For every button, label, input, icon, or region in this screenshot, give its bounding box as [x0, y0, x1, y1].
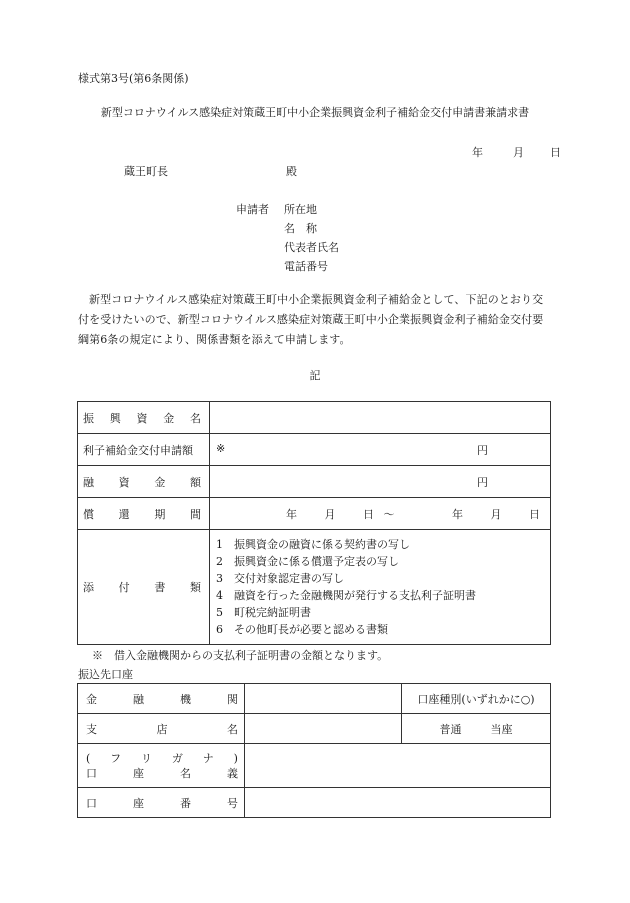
- account-holder-label: 口 座 名 義: [86, 766, 238, 780]
- date-day: 日: [550, 146, 561, 159]
- account-type-current[interactable]: 当座: [490, 722, 513, 736]
- attachment-item: 1 振興資金の融資に係る契約書の写し: [216, 538, 410, 551]
- attachment-item: 4 融資を行った金融機関が発行する支払利子証明書: [216, 589, 476, 602]
- account-type-options[interactable]: [402, 714, 551, 744]
- interest-certificate-note: ※ 借入金融機関からの支払利子証明書の金額となります。: [92, 649, 389, 662]
- applicant-representative-label: 代表者氏名: [284, 241, 339, 254]
- transfer-account-heading: 振込先口座: [78, 668, 133, 681]
- period-tilde: 〜: [383, 507, 395, 521]
- period-end-day: 日: [529, 507, 540, 521]
- document-title: 新型コロナウイルス感染症対策蔵王町中小企業振興資金利子補給金交付申請書兼請求書: [100, 106, 530, 119]
- attachment-item: 6 その他町長が必要と認める書類: [216, 623, 388, 636]
- attachments-row: [78, 530, 551, 645]
- date-line: [472, 144, 561, 160]
- date-year: 年: [472, 146, 483, 159]
- loan-amount-label: 融 資 金 額: [83, 475, 201, 489]
- loan-amount-row: [78, 466, 551, 498]
- account-type-label: 口座種別(いずれかに○): [402, 684, 551, 714]
- fund-name-row: [78, 402, 551, 434]
- applicant-name-label: 名 称: [284, 222, 317, 235]
- date-month: 月: [513, 146, 524, 159]
- attachment-item: 2 振興資金に係る償還予定表の写し: [216, 555, 399, 568]
- attachment-item: 5 町税完納証明書: [216, 606, 311, 619]
- period-end-month: 月: [490, 507, 502, 521]
- fund-name-label: 振 興 資 金 名: [83, 411, 201, 425]
- account-number-label: 口 座 番 号: [86, 796, 238, 810]
- account-number-field[interactable]: [245, 788, 551, 818]
- addressee-name: 蔵王町長: [124, 165, 168, 178]
- period-start-month: 月: [324, 507, 336, 521]
- branch-label: 支 店 名: [86, 722, 238, 736]
- applicant-address-label: 所在地: [284, 203, 317, 216]
- ki-heading: 記: [309, 369, 321, 382]
- subsidy-mark: ※: [216, 441, 226, 455]
- repayment-row: [78, 498, 551, 530]
- attachments-label: 添 付 書 類: [83, 581, 201, 594]
- addressee-honorific: 殿: [286, 165, 297, 178]
- transfer-account-table: [77, 683, 551, 818]
- bank-label: 金 融 機 関: [86, 692, 238, 706]
- repayment-period-field[interactable]: [210, 498, 551, 530]
- attachment-item: 3 交付対象認定書の写し: [216, 572, 344, 585]
- account-number-row: [78, 788, 551, 818]
- bank-field[interactable]: [245, 684, 402, 714]
- furigana-label: ( フ リ ガ ナ ): [86, 751, 238, 765]
- account-holder-row: [78, 744, 551, 788]
- account-type-ordinary[interactable]: 普通: [439, 722, 462, 736]
- loan-amount-field[interactable]: [210, 466, 551, 498]
- subsidy-field[interactable]: [210, 434, 551, 466]
- loan-table: [77, 401, 551, 645]
- repayment-label: 償 還 期 間: [83, 507, 201, 521]
- account-holder-field[interactable]: [245, 744, 551, 788]
- applicant-phone-label: 電話番号: [284, 260, 328, 273]
- loan-amount-yen: 円: [477, 475, 488, 489]
- period-start-day: 日: [363, 507, 374, 521]
- branch-row: [78, 714, 551, 744]
- bank-row: [78, 684, 551, 714]
- fund-name-field[interactable]: [210, 402, 551, 434]
- subsidy-yen: 円: [477, 443, 488, 457]
- form-number: 様式第3号(第6条関係): [78, 72, 189, 85]
- period-start-year: 年: [286, 507, 297, 521]
- subsidy-row: [78, 434, 551, 466]
- applicant-label: 申請者: [236, 203, 269, 216]
- period-end-year: 年: [452, 507, 463, 521]
- attachments-list: [210, 534, 550, 640]
- branch-field[interactable]: [245, 714, 402, 744]
- application-statement: 新型コロナウイルス感染症対策蔵王町中小企業振興資金利子補給金として、下記のとおり交付を受けたいので、新型コロナウイルス感染症対策蔵王町中小企業振興資金利子補給金交付要綱第6条の規定により、関係書類を添えて申請します。: [78, 293, 544, 346]
- subsidy-label: 利子補給金交付申請額: [78, 434, 210, 466]
